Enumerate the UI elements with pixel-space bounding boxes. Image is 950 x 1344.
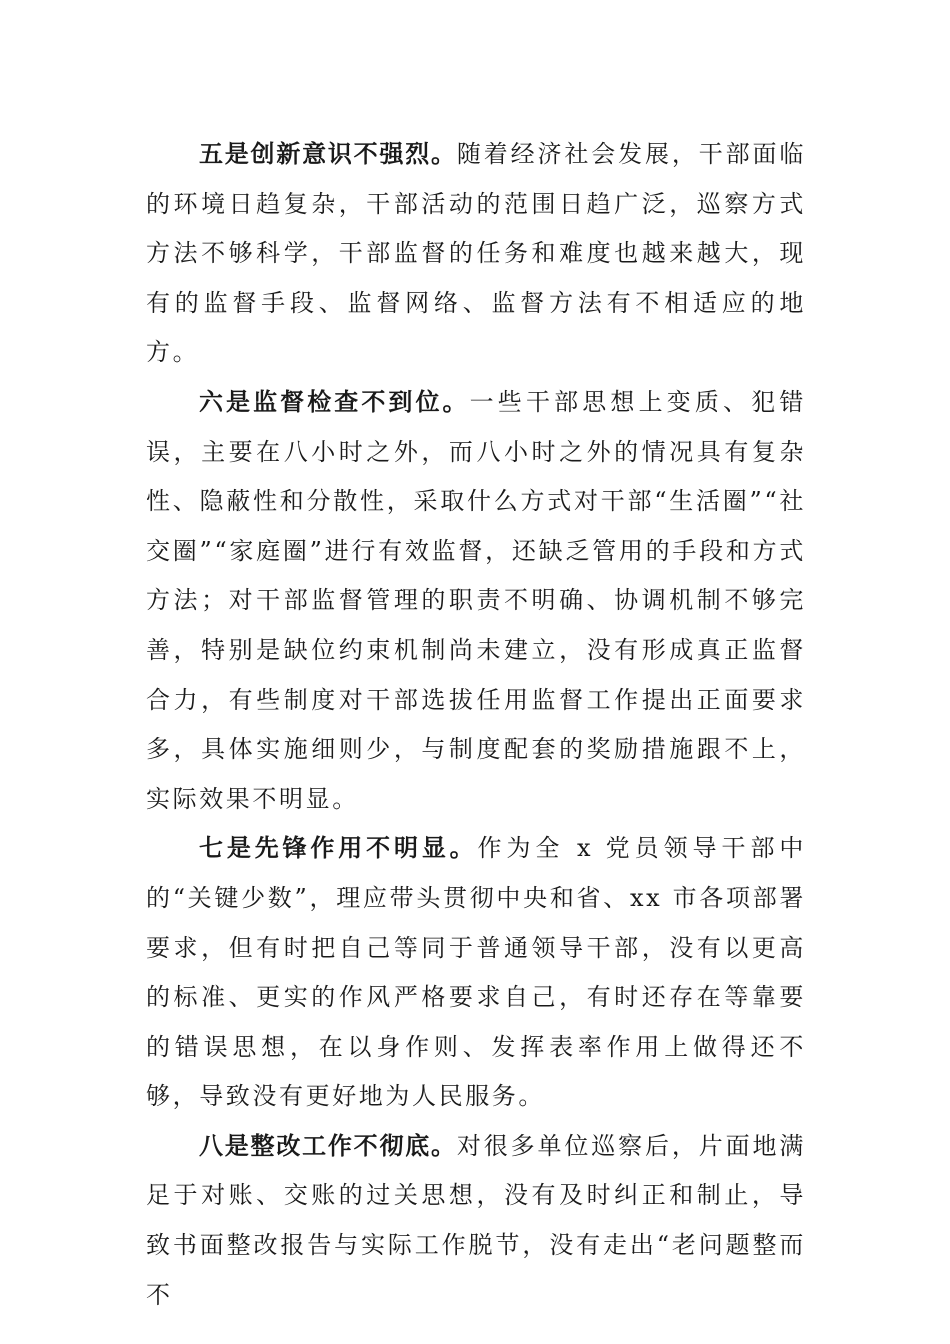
paragraph-lead: 七是先锋作用不明显。: [199, 834, 478, 863]
paragraph-text: 对很多单位巡察后，片面地满足于对账、交账的过关思想，没有及时纠正和制止，导致书面整改报告与实际工作脱节，没有走出“老问题整而不: [146, 1131, 806, 1309]
paragraph-6: [146, 378, 806, 824]
paragraph-lead: 六是监督检查不到位。: [199, 387, 470, 416]
paragraph-lead: 五是创新意识不强烈。: [199, 140, 457, 168]
paragraph-7: [146, 824, 806, 1122]
paragraph-text: 作为全 x 党员领导干部中的“关键少数”，理应带头贯彻中央和省、xx 市各项部署要求，但有时把自己等同于普通领导干部，没有以更高的标准、更实的作风严格要求自己，有时还存在等靠要的错误思想，在以身作则、发挥表率作用上做得还不够，导致没有更好地为人民服务。: [146, 834, 807, 1111]
paragraph-5: [146, 130, 806, 378]
paragraph-text: 随着经济社会发展，干部面临的环境日趋复杂，干部活动的范围日趋广泛，巡察方式方法不够科学，干部监督的任务和难度也越来越大，现有的监督手段、监督网络、监督方法有不相适应的地方。: [146, 140, 806, 367]
paragraph-8: [146, 1122, 806, 1320]
paragraph-text: 一些干部思想上变质、犯错误，主要在八小时之外，而八小时之外的情况具有复杂性、隐蔽性和分散性，采取什么方式对干部“生活圈”“社交圈”“家庭圈”进行有效监督，还缺乏管用的手段和方式方法；对干部监督管理的职责不明确、协调机制不够完善，特别是缺位约束机制尚未建立，没有形成真正监督合力，有些制度对干部选拔任用监督工作提出正面要求多，具体实施细则少，与制度配套的奖励措施跟不上，实际效果不明显。: [146, 387, 807, 813]
document-body: [146, 130, 806, 1320]
paragraph-lead: 八是整改工作不彻底。: [199, 1131, 457, 1160]
